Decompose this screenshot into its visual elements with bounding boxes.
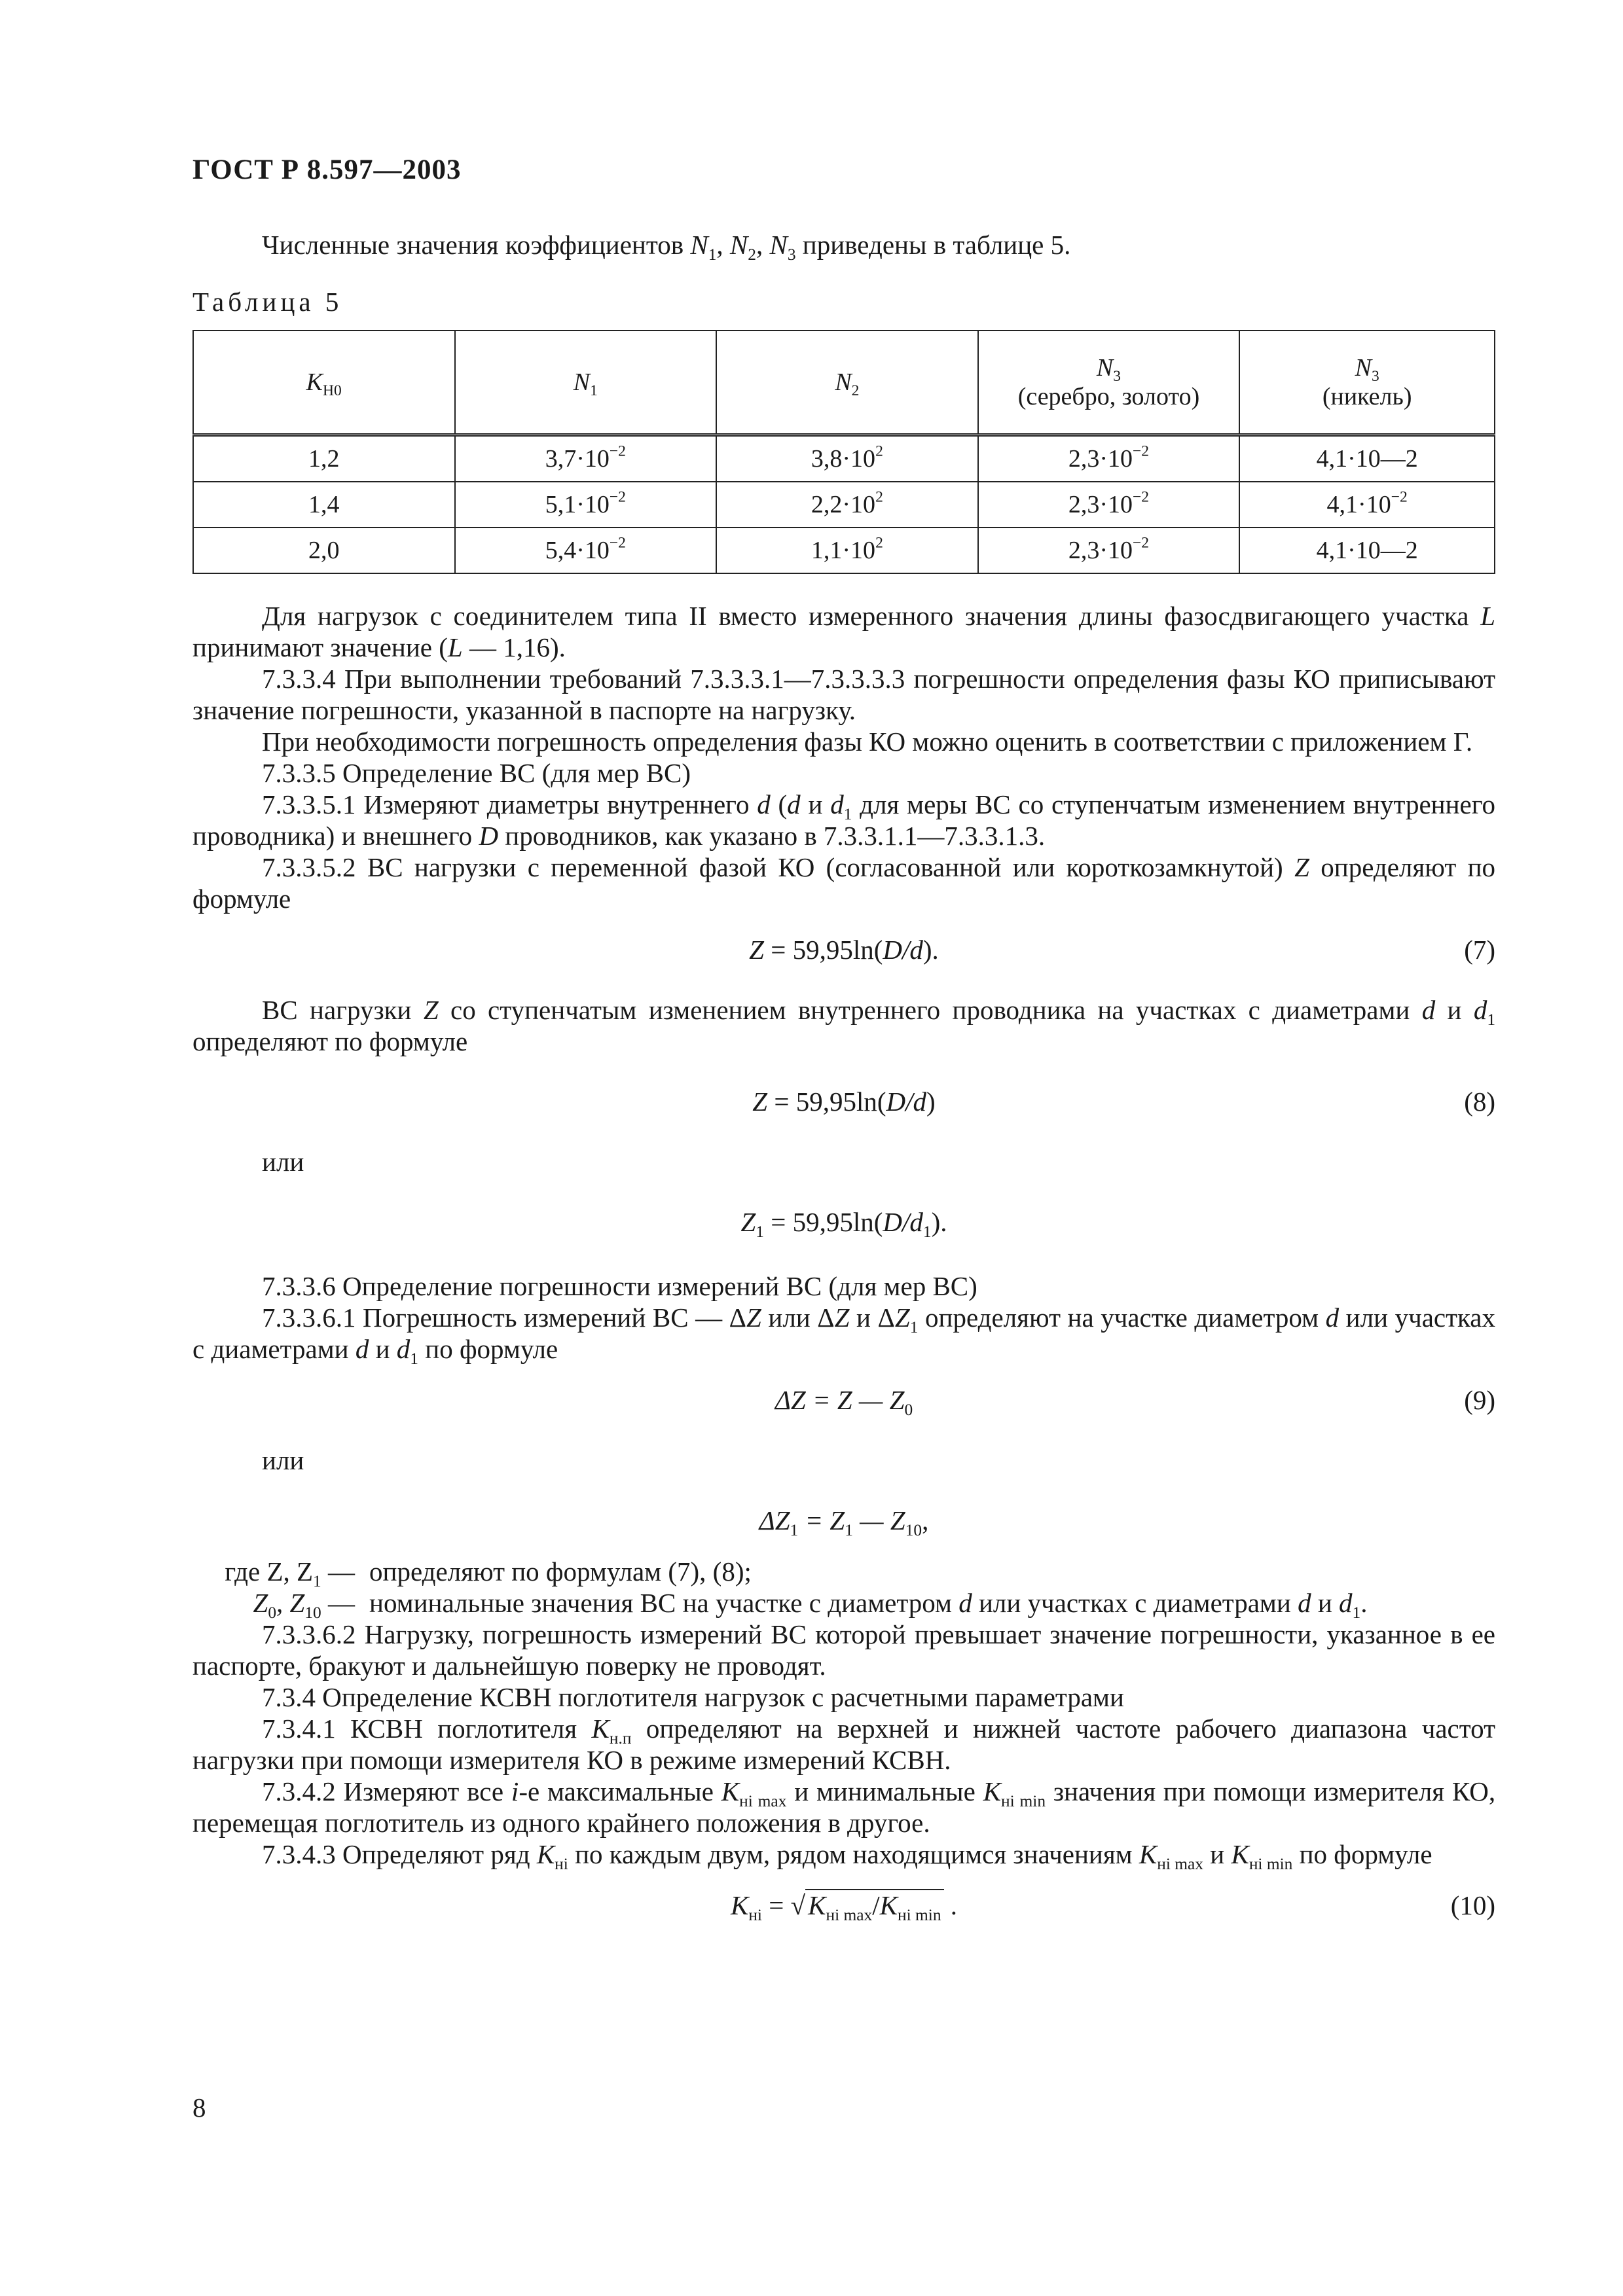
table-cell: $2,3\cdot 10^{-2}$ xyxy=(978,482,1240,528)
table-row xyxy=(193,528,1495,573)
formula-number: (8) xyxy=(1464,1086,1495,1117)
where-list xyxy=(192,1556,1495,1622)
table-cell: $2,2\cdot 10^2$ xyxy=(716,482,978,528)
table-cell: 2,0 xyxy=(193,528,455,573)
table-row xyxy=(193,435,1495,482)
intro-line: Численные значения коэффициентов $N_1$, $N_2$, $N_3$ приведены в таблице 5. xyxy=(262,230,1071,264)
table-cell: 1,2 xyxy=(193,435,455,482)
header-cell: $N_2$ xyxy=(716,331,978,435)
table-cell: $3,8\cdot 10^2$ xyxy=(716,435,978,482)
header-cell: $N_3$ (никель) xyxy=(1239,331,1495,435)
table-cell: $5,4\cdot 10^{-2}$ xyxy=(455,528,717,573)
formula-9: ΔZ = Z — $Z_0$ (9) xyxy=(775,1385,1495,1419)
paragraph: 7.3.3.4 При выполнении требований 7.3.3.3.1—7.3.3.3.3 погрешности определения фазы КО приписывают значение погрешности, указанной в паспорте на нагрузку. xyxy=(192,664,1495,725)
paragraph: Для нагрузок с соединителем типа II вместо измеренного значения длины фазосдвигающего участка L принимают значение (L — 1,16). xyxy=(192,601,1495,662)
header-cell: $K_{H0}$ xyxy=(193,331,455,435)
paragraph: 7.3.3.5.1 Измеряют диаметры внутреннего d (d и $d_1$ для меры ВС со ступенчатым изменением внутреннего проводника) и внешнего D проводников, как указано в 7.3.3.1.1—7.3.3.1.3. xyxy=(192,789,1496,851)
formula-number: (7) xyxy=(1464,935,1495,965)
table-cell: 4,1·10—2 xyxy=(1239,435,1495,482)
where-key: $Z_0$, $Z_{10}$ — xyxy=(253,1588,355,1622)
table-cell: $4,1\cdot 10^{-2}$ xyxy=(1239,482,1495,528)
paragraph: 7.3.3.6.2 Нагрузку, погрешность измерений ВС которой превышает значение погрешности, указанное в ее паспорте, бракуют и дальнейшую поверку не проводят. xyxy=(192,1619,1495,1681)
header-cell: $N_1$ xyxy=(455,331,717,435)
section-heading: 7.3.3.5 Определение ВС (для мер ВС) xyxy=(262,758,691,788)
table-cell: $1,1\cdot 10^2$ xyxy=(716,528,978,573)
paragraph: 7.3.3.6.1 Погрешность измерений ВС — ΔZ или ΔZ и $\Delta Z_1$ определяют на участке диаметром d или участках с диаметрами d и $d_1$ по формуле xyxy=(192,1302,1495,1368)
section-heading: 7.3.4 Определение КСВН поглотителя нагрузок с расчетными параметрами xyxy=(262,1682,1124,1712)
header-cell: $N_3$ (серебро, золото) xyxy=(978,331,1240,435)
formula-9b: $\Delta Z_1 = Z_1$ — $Z_{10}$, xyxy=(759,1505,929,1539)
paragraph: 7.3.4.1 КСВН поглотителя $K_{н.п}$ определяют на верхней и нижней частоте рабочего диапазона частот нагрузки при помощи измерителя КО в режиме измерений КСВН. xyxy=(192,1713,1496,1775)
paragraph: ВС нагрузки Z со ступенчатым изменением внутреннего проводника на участках с диаметрами d и $d_1$ определяют по формуле xyxy=(192,995,1496,1056)
table-cell: $5,1\cdot 10^{-2}$ xyxy=(455,482,717,528)
formula-number: (9) xyxy=(1464,1385,1495,1415)
where-value: номинальные значения ВС на участке с диаметром d или участках с диаметрами d и $d_1$. xyxy=(369,1588,1368,1622)
body-text xyxy=(192,600,1496,1924)
table-cell: $3,7\cdot 10^{-2}$ xyxy=(455,435,717,482)
section-heading: 7.3.3.6 Определение погрешности измерений ВС (для мер ВС) xyxy=(262,1271,977,1301)
formula-7: Z = 59,95ln(D/d). (7) xyxy=(749,935,1495,965)
table-cell: $2,3\cdot 10^{-2}$ xyxy=(978,528,1240,573)
page-number: 8 xyxy=(192,2092,206,2123)
table-caption: Таблица 5 xyxy=(192,287,343,317)
where-key: где Z, $Z_1$ — xyxy=(225,1556,355,1590)
formula-8: Z = 59,95ln(D/d) (8) xyxy=(752,1086,1495,1117)
coefficients-table xyxy=(192,330,1495,574)
table-cell: $2,3\cdot 10^{-2}$ xyxy=(978,435,1240,482)
formula-10: $K_{нi} = √K_{нi max}/K_{нi min}$ . (10) xyxy=(730,1890,1495,1924)
paragraph: 7.3.4.3 Определяют ряд $K_{нi}$ по каждым двум, рядом находящимся значениям $K_{нi max}$ и $K_{нi min}$ по формуле xyxy=(262,1839,1432,1873)
paragraph: 7.3.3.5.2 ВС нагрузки с переменной фазой КО (согласованной или короткозамкнутой) Z определяют по формуле xyxy=(192,852,1496,914)
paragraph: 7.3.4.2 Измеряют все i-е максимальные $K_{нi max}$ и минимальные $K_{нi min}$ значения при помощи измерителя КО, перемещая поглотитель из одного крайнего положения в другое. xyxy=(192,1776,1496,1838)
or-word: или xyxy=(262,1445,304,1475)
table-cell: 1,4 xyxy=(193,482,455,528)
table-cell: 4,1·10—2 xyxy=(1239,528,1495,573)
table-row xyxy=(193,482,1495,528)
or-word: или xyxy=(262,1147,304,1177)
formula-number: (10) xyxy=(1450,1890,1495,1920)
where-value: определяют по формулам (7), (8); xyxy=(369,1556,752,1587)
formula-8b: $Z_1 = 59,95\ln(D/d_1)$. xyxy=(740,1207,947,1241)
paragraph: При необходимости погрешность определения фазы КО можно оценить в соответствии с приложением Г. xyxy=(262,726,1473,757)
table-header-row xyxy=(193,331,1495,435)
document-header: ГОСТ Р 8.597—2003 xyxy=(192,154,462,185)
